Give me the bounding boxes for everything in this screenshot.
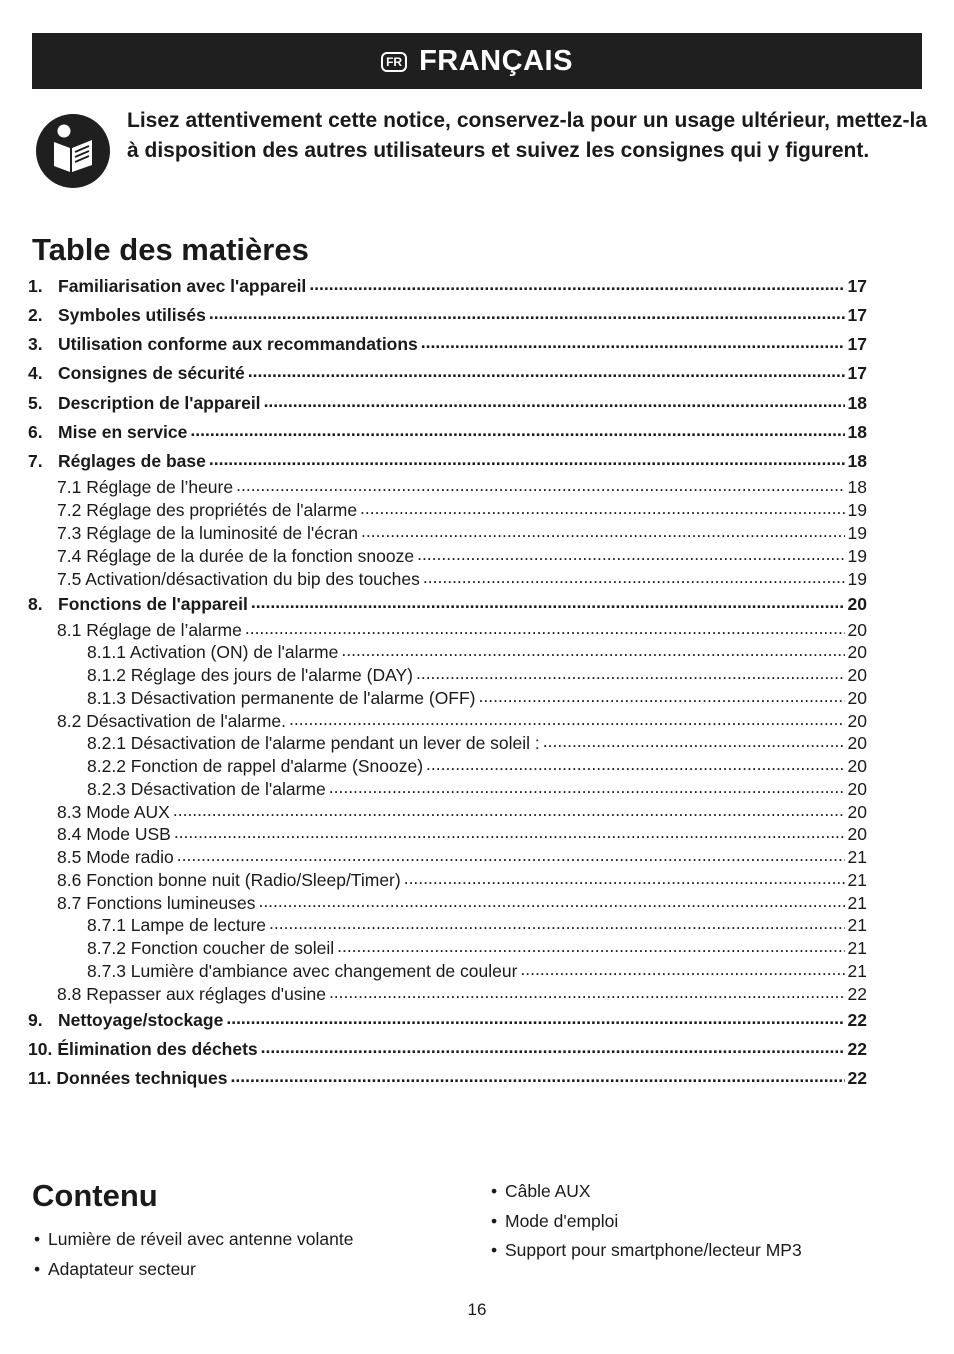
toc-entry-label: 7.4 Réglage de la durée de la fonction snooze — [57, 546, 415, 566]
toc-entry-label: 8.1.3 Désactivation permanente de l'alarme (OFF) — [87, 688, 476, 708]
toc-dot-leader — [520, 963, 844, 977]
toc-entry[interactable] — [28, 421, 867, 443]
toc-entry-label: Utilisation conforme aux recommandations — [58, 334, 418, 354]
intro-notice: Lisez attentivement cette notice, conservez-la pour un usage ultérieur, mettez-la à disposition des autres utilisateurs et suivez les consignes qui y figurent. — [127, 109, 927, 162]
toc-entry-page: 20 — [847, 620, 867, 640]
toc-entry-page: 17 — [847, 305, 867, 325]
toc-entry-label: 8.2 Désactivation de l'alarme. — [57, 711, 287, 731]
toc-entry[interactable] — [28, 568, 867, 590]
toc-title: Table des matières — [32, 232, 309, 267]
toc-dot-leader — [264, 395, 845, 409]
toc-entry[interactable] — [28, 869, 867, 891]
toc-entry-number: 9. — [28, 1010, 43, 1030]
toc-dot-leader — [231, 1070, 845, 1084]
toc-dot-leader — [479, 690, 845, 704]
toc-entry[interactable] — [28, 476, 867, 498]
toc-entry-number: 6. — [28, 422, 43, 442]
contents-item: • Câble AUX — [491, 1181, 591, 1202]
toc-entry-page: 21 — [847, 847, 867, 867]
toc-dot-leader — [341, 644, 844, 658]
toc-dot-leader — [173, 804, 845, 818]
toc-entry-label: Réglages de base — [58, 451, 206, 471]
toc-entry-page: 18 — [847, 451, 867, 471]
toc-entry-label: 8.1.2 Réglage des jours de l'alarme (DAY) — [87, 665, 413, 685]
toc-dot-leader — [236, 479, 844, 493]
toc-dot-leader — [174, 826, 845, 840]
toc-entry-label: 7.1 Réglage de l’heure — [57, 477, 234, 497]
toc-entry-label: 7.2 Réglage des propriétés de l'alarme — [57, 500, 358, 520]
toc-entry-label: Données techniques — [56, 1068, 228, 1088]
toc-dot-leader — [361, 525, 845, 539]
toc-dot-leader — [209, 307, 845, 321]
toc-entry[interactable] — [28, 1009, 867, 1031]
toc-entry[interactable] — [28, 823, 867, 845]
toc-entry[interactable] — [28, 755, 867, 777]
toc-entry-page: 20 — [847, 756, 867, 776]
toc-entry-page: 22 — [847, 1068, 867, 1088]
toc-entry-label: Description de l'appareil — [58, 393, 261, 413]
toc-entry-label: 8.2.1 Désactivation de l'alarme pendant un lever de soleil : — [87, 733, 540, 753]
toc-dot-leader — [416, 667, 845, 681]
toc-dot-leader — [404, 872, 845, 886]
toc-entry-label: Élimination des déchets — [57, 1039, 258, 1059]
toc-dot-leader — [209, 453, 845, 467]
toc-entry-page: 20 — [847, 824, 867, 844]
toc-entry-number: 1. — [28, 276, 43, 296]
toc-entry-page: 22 — [847, 1039, 867, 1059]
toc-entry-label: 8.8 Repasser aux réglages d'usine — [57, 984, 326, 1004]
toc-entry-page: 20 — [847, 779, 867, 799]
read-manual-icon — [36, 114, 110, 188]
toc-entry-page: 20 — [847, 642, 867, 662]
toc-entry[interactable] — [28, 392, 867, 414]
toc-entry[interactable] — [28, 732, 867, 754]
toc-dot-leader — [329, 781, 845, 795]
toc-entry-number: 8. — [28, 594, 43, 614]
toc-entry-page: 22 — [847, 984, 867, 1004]
toc-entry-label: 8.4 Mode USB — [57, 824, 171, 844]
toc-entry-label: Familiarisation avec l'appareil — [58, 276, 307, 296]
toc-entry[interactable] — [28, 687, 867, 709]
toc-entry-label: Fonctions de l'appareil — [58, 594, 248, 614]
toc-entry-page: 19 — [847, 523, 867, 543]
toc-entry-label: 8.5 Mode radio — [57, 847, 174, 867]
toc-entry[interactable] — [28, 1038, 867, 1060]
toc-entry-page: 20 — [847, 665, 867, 685]
toc-entry[interactable] — [28, 801, 867, 823]
toc-entry-label: Mise en service — [58, 422, 188, 442]
toc-entry-page: 17 — [847, 363, 867, 383]
contents-item: • Support pour smartphone/lecteur MP3 — [491, 1240, 802, 1261]
toc-entry-page: 20 — [847, 733, 867, 753]
toc-entry-page: 17 — [847, 276, 867, 296]
toc-entry-page: 18 — [847, 422, 867, 442]
toc-entry-number: 11. — [28, 1068, 52, 1088]
toc-dot-leader — [329, 986, 845, 1000]
toc-entry-label: 7.3 Réglage de la luminosité de l'écran — [57, 523, 359, 543]
toc-entry[interactable] — [28, 619, 867, 641]
language-header — [32, 33, 922, 89]
toc-entry-label: 8.1.1 Activation (ON) de l'alarme — [87, 642, 339, 662]
toc-entry-label: Symboles utilisés — [58, 305, 206, 325]
toc-entry-label: 8.7.1 Lampe de lecture — [87, 915, 267, 935]
toc-entry[interactable] — [28, 362, 867, 384]
toc-entry-page: 18 — [847, 393, 867, 413]
toc-entry[interactable] — [28, 778, 867, 800]
toc-entry-label: 8.2.3 Désactivation de l'alarme — [87, 779, 326, 799]
toc-dot-leader — [337, 940, 844, 954]
toc-entry-label: Nettoyage/stockage — [58, 1010, 224, 1030]
toc-entry-page: 22 — [847, 1010, 867, 1030]
toc-entry[interactable] — [28, 593, 867, 615]
toc-entry[interactable] — [28, 333, 867, 355]
language-code-badge: FR — [381, 52, 407, 72]
toc-entry-label: 7.5 Activation/désactivation du bip des touches — [57, 569, 420, 589]
toc-dot-leader — [248, 365, 845, 379]
toc-entry-page: 21 — [847, 961, 867, 981]
toc-entry-page: 19 — [847, 500, 867, 520]
toc-entry[interactable] — [28, 450, 867, 472]
toc-entry[interactable] — [28, 522, 867, 544]
toc-dot-leader — [309, 278, 844, 292]
toc-entry-page: 20 — [847, 711, 867, 731]
toc-dot-leader — [258, 895, 844, 909]
contents-title: Contenu — [32, 1178, 158, 1213]
toc-entry-number: 7. — [28, 451, 43, 471]
toc-entry[interactable] — [28, 960, 867, 982]
toc-entry-page: 21 — [847, 915, 867, 935]
toc-entry[interactable] — [28, 275, 867, 297]
toc-entry[interactable] — [28, 545, 867, 567]
toc-entry-label: 8.7 Fonctions lumineuses — [57, 893, 256, 913]
toc-entry-page: 21 — [847, 893, 867, 913]
contents-item: • Adaptateur secteur — [34, 1259, 196, 1280]
toc-entry[interactable] — [28, 892, 867, 914]
language-title: FRANÇAIS — [419, 44, 573, 77]
toc-entry[interactable] — [28, 937, 867, 959]
toc-entry[interactable] — [28, 710, 867, 732]
toc-entry[interactable] — [28, 664, 867, 686]
toc-dot-leader — [417, 548, 844, 562]
toc-entry[interactable] — [28, 914, 867, 936]
toc-dot-leader — [226, 1012, 844, 1026]
toc-dot-leader — [426, 758, 844, 772]
toc-dot-leader — [177, 849, 845, 863]
toc-entry-label: 8.2.2 Fonction de rappel d'alarme (Snooze) — [87, 756, 424, 776]
toc-entry-page: 20 — [847, 688, 867, 708]
toc-entry[interactable] — [28, 1067, 867, 1089]
contents-item: • Lumière de réveil avec antenne volante — [34, 1229, 353, 1250]
toc-entry-number: 4. — [28, 363, 43, 383]
toc-entry-number: 2. — [28, 305, 43, 325]
toc-entry-page: 20 — [847, 594, 867, 614]
toc-entry-number: 3. — [28, 334, 43, 354]
toc-entry-number: 10. — [28, 1039, 53, 1059]
toc-entry-label: Consignes de sécurité — [58, 363, 245, 383]
toc-dot-leader — [421, 336, 845, 350]
toc-entry[interactable] — [28, 983, 867, 1005]
toc-entry[interactable] — [28, 846, 867, 868]
toc-entry-page: 21 — [847, 938, 867, 958]
toc-dot-leader — [251, 596, 845, 610]
toc-entry-label: 8.6 Fonction bonne nuit (Radio/Sleep/Timer) — [57, 870, 401, 890]
toc-dot-leader — [245, 622, 845, 636]
toc-entry-page: 17 — [847, 334, 867, 354]
page-number: 16 — [467, 1300, 487, 1319]
toc-entry-number: 5. — [28, 393, 43, 413]
toc-entry-label: 8.7.3 Lumière d'ambiance avec changement de couleur — [87, 961, 518, 981]
toc-entry[interactable] — [28, 499, 867, 521]
toc-dot-leader — [190, 424, 844, 438]
toc-entry-page: 18 — [847, 477, 867, 497]
toc-dot-leader — [289, 713, 845, 727]
contents-item: • Mode d'emploi — [491, 1211, 618, 1232]
toc-entry-label: 8.7.2 Fonction coucher de soleil — [87, 938, 335, 958]
toc-entry[interactable] — [28, 304, 867, 326]
toc-dot-leader — [360, 502, 844, 516]
toc-dot-leader — [261, 1041, 845, 1055]
toc-dot-leader — [543, 735, 845, 749]
toc-dot-leader — [423, 571, 845, 585]
toc-entry-page: 19 — [847, 569, 867, 589]
toc-entry-page: 20 — [847, 802, 867, 822]
toc-entry-page: 19 — [847, 546, 867, 566]
toc-entry-label: 8.3 Mode AUX — [57, 802, 170, 822]
toc-entry-page: 21 — [847, 870, 867, 890]
toc-entry-label: 8.1 Réglage de l’alarme — [57, 620, 242, 640]
toc-entry[interactable] — [28, 641, 867, 663]
toc-dot-leader — [269, 917, 845, 931]
